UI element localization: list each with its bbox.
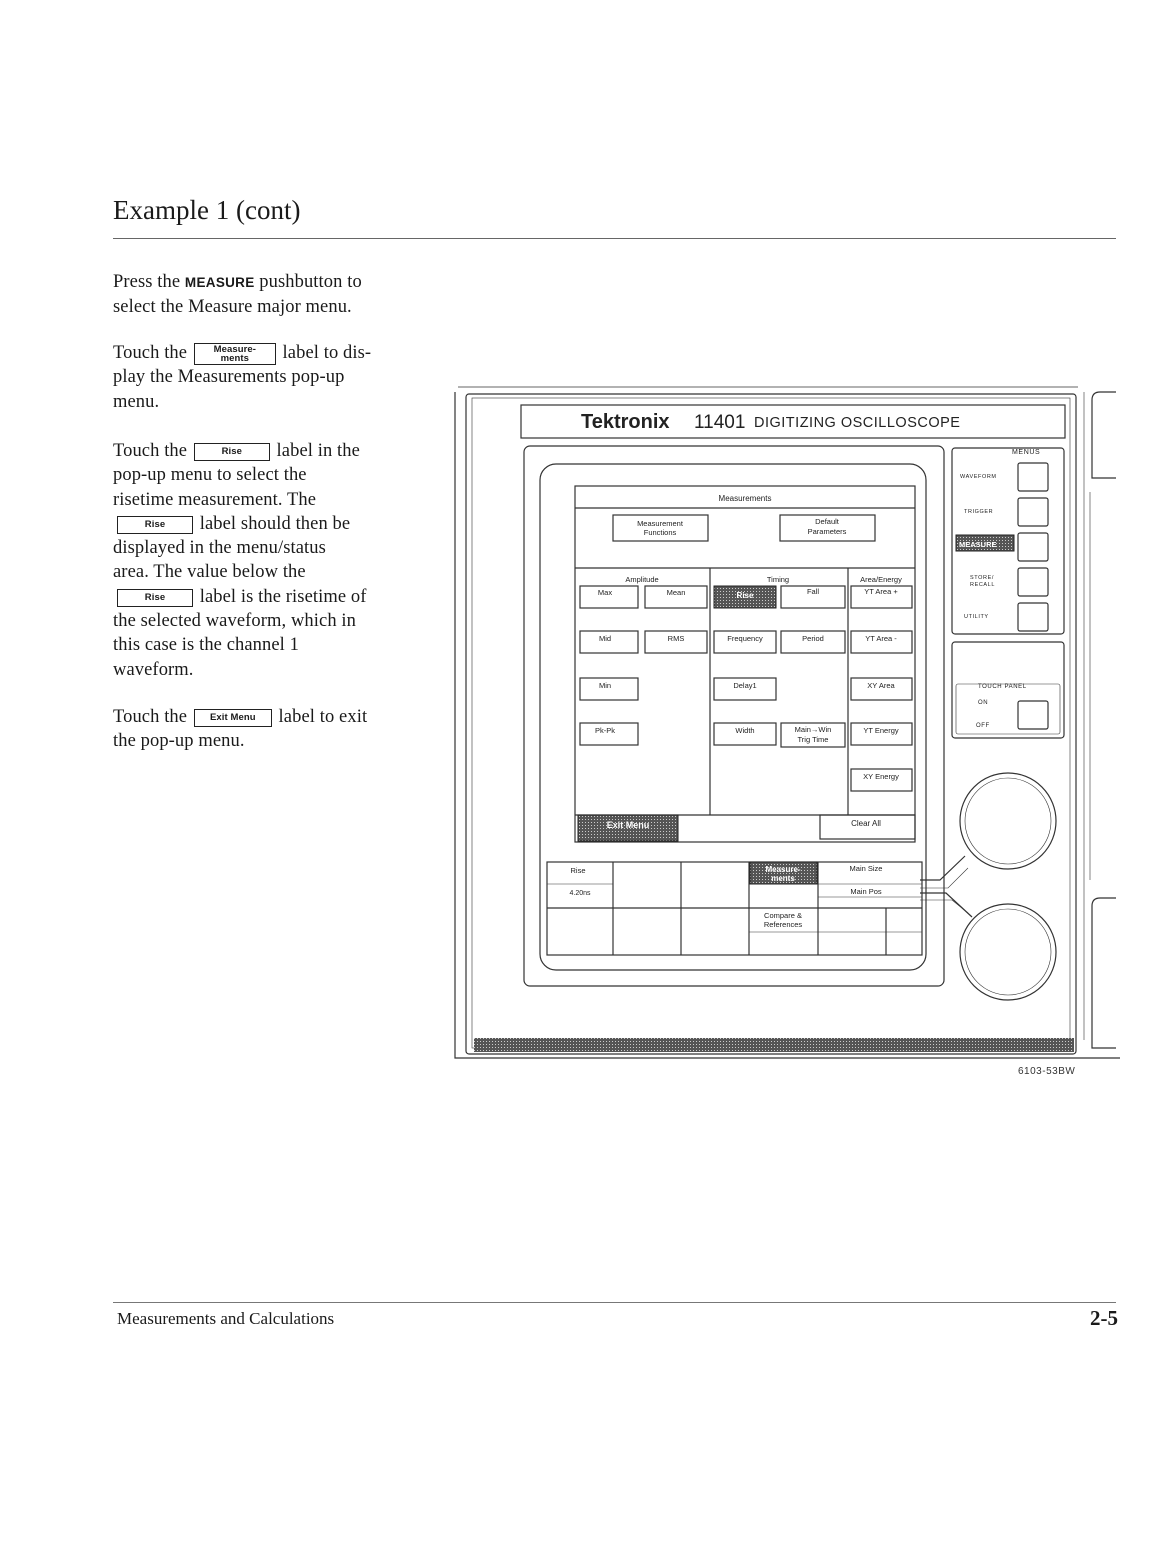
rise-button[interactable]: Rise: [736, 591, 754, 600]
timing-header: Timing: [766, 575, 790, 584]
period-button[interactable]: Period: [802, 634, 824, 643]
min-button[interactable]: Min: [598, 681, 612, 690]
rms-button[interactable]: RMS: [667, 634, 685, 643]
bottom-texture-strip: [474, 1038, 1074, 1052]
paragraph-rise-label: Touch the Rise label in the pop-up menu to select the risetime measurement. The Rise label should then be displayed in the menu/status area. The value below the Rise label is the risetime of the selected waveform, which in this case is the channel 1 waveform.: [113, 441, 367, 680]
svg-text:RECALL: RECALL: [970, 582, 995, 588]
status-main-pos[interactable]: Main Pos: [850, 887, 882, 896]
crt-bezel: [524, 446, 944, 986]
amplitude-header: Amplitude: [625, 575, 659, 584]
menus-header: MENUS: [1012, 449, 1041, 456]
waveform-key: [1018, 463, 1048, 491]
max-button[interactable]: Max: [597, 588, 613, 597]
knob-lower: [960, 904, 1056, 1000]
touch-panel-label: TOUCH PANEL: [978, 684, 1027, 690]
measurements-label-icon: Measure- ments: [194, 343, 276, 365]
status-rise-value: 4.20ns: [569, 890, 591, 897]
touch-panel-box: [952, 642, 1064, 738]
status-measurements-label[interactable]: Measure-: [765, 865, 801, 874]
rise-label-icon: Rise: [194, 443, 270, 461]
rise-label-icon: Rise: [117, 589, 193, 607]
width-button[interactable]: Width: [735, 726, 755, 735]
page-title: Example 1 (cont): [113, 195, 301, 225]
clear-all-button[interactable]: Clear All: [851, 819, 881, 828]
trigger-key: [1018, 498, 1048, 526]
main-win-trig-time-button[interactable]: Main→Win: [794, 725, 832, 734]
utility-key: [1018, 603, 1048, 631]
touch-off-label: OFF: [976, 723, 990, 729]
touch-on-label: ON: [978, 700, 989, 706]
knob-upper: [960, 773, 1056, 869]
xy-area-button[interactable]: XY Area: [867, 681, 895, 690]
status-rise-label[interactable]: Rise: [570, 866, 586, 875]
footer-rule: [113, 1302, 1116, 1303]
utility-menu-label: UTILITY: [964, 614, 989, 620]
mean-button[interactable]: Mean: [666, 588, 686, 597]
measure-keyword: MEASURE: [184, 275, 255, 290]
instrument-outer-frame: [455, 392, 1120, 1058]
model-number: 11401: [694, 412, 746, 433]
paragraph-measure-pushbutton: Press the MEASURE pushbutton to select the Measure major menu.: [113, 272, 362, 318]
rise-label-icon: Rise: [117, 516, 193, 534]
fall-button[interactable]: Fall: [806, 587, 820, 596]
touch-panel-key: [1018, 701, 1048, 729]
popup-outline: [575, 486, 915, 842]
delay1-button[interactable]: Delay1: [733, 681, 757, 690]
area-energy-header: Area/Energy: [860, 575, 902, 584]
default-parameters-label[interactable]: Default: [815, 517, 839, 526]
svg-text:Trig Time[interactable]: Trig Time: [797, 735, 829, 744]
svg-text:References[interactable]: References: [763, 920, 803, 929]
trigger-menu-label: TRIGGER: [964, 509, 994, 515]
yt-energy-button[interactable]: YT Energy: [863, 726, 899, 735]
exit-menu-label-icon: Exit Menu: [194, 709, 272, 727]
page-number: 2-5: [1090, 1306, 1118, 1330]
svg-text:ments[interactable]: ments: [771, 874, 795, 883]
waveform-menu-label: WAVEFORM: [960, 474, 997, 480]
brand-logo: Tektronix: [581, 411, 670, 433]
popup-title: Measurements: [718, 494, 772, 503]
frequency-button[interactable]: Frequency: [727, 634, 763, 643]
figure-id: 6103-53BW: [1018, 1066, 1076, 1077]
mid-button[interactable]: Mid: [598, 634, 612, 643]
xy-energy-button[interactable]: XY Energy: [863, 772, 899, 781]
footer-section-title: Measurements and Calculations: [117, 1309, 335, 1328]
measure-key: [1018, 533, 1048, 561]
store-recall-key: [1018, 568, 1048, 596]
status-main-size[interactable]: Main Size: [849, 864, 883, 873]
svg-text:Parameters[interactable]: Parameters: [807, 527, 847, 536]
pk-pk-button[interactable]: Pk-Pk: [594, 726, 616, 735]
scope-subtitle: DIGITIZING OSCILLOSCOPE: [754, 415, 961, 431]
exit-menu-button[interactable]: Exit Menu: [606, 820, 650, 830]
status-compare-references[interactable]: Compare &: [764, 911, 802, 920]
measurement-functions-label[interactable]: Measurement: [637, 519, 683, 528]
paragraph-exit-menu: Touch the Exit Menu label to exit the pop-up menu.: [113, 707, 368, 752]
paragraph-measurements-label: Touch the Measure- ments label to dis- play the Measurements pop-up menu.: [113, 343, 372, 412]
measure-menu-label: MEASURE: [959, 540, 997, 549]
yt-area-minus-button[interactable]: YT Area -: [865, 634, 897, 643]
store-recall-menu-label: STORE/: [970, 575, 994, 581]
svg-text:Functions[interactable]: Functions: [643, 528, 677, 537]
yt-area-plus-button[interactable]: YT Area +: [864, 587, 898, 596]
